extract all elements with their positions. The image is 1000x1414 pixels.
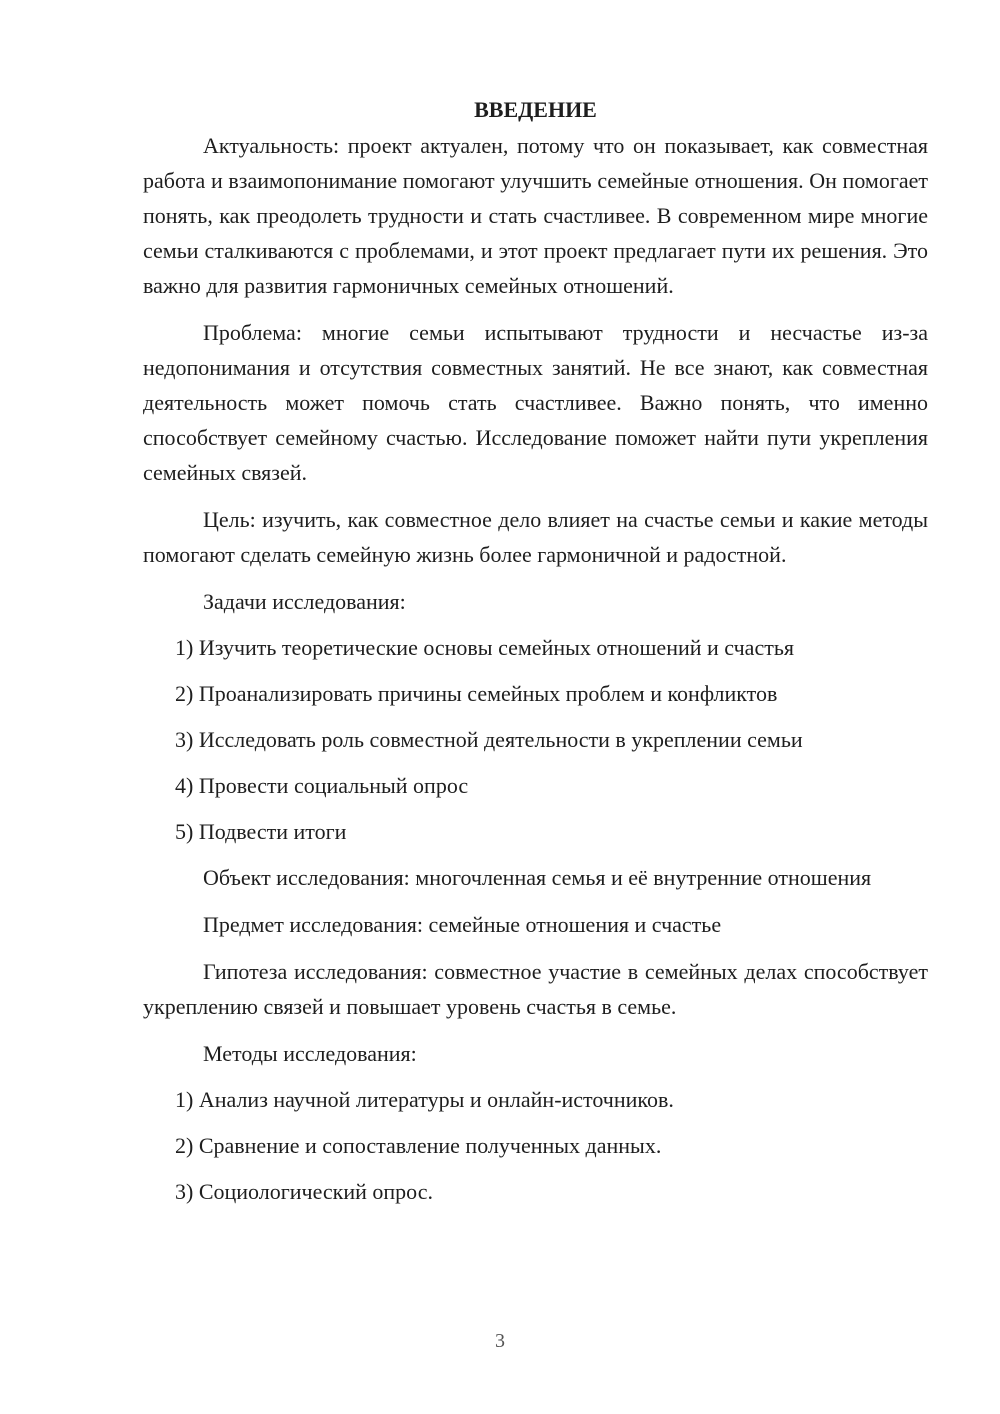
page-number: 3 [495,1330,505,1352]
subject-paragraph: Предмет исследования: семейные отношения и счастье [203,912,722,937]
hypothesis-paragraph: Гипотеза исследования: совместное участие в семейных делах способствует укреплению связей и повышает уровень счастья в семье. [143,959,928,1019]
task-item-3: 3) Исследовать роль совместной деятельности в укреплении семьи [175,727,803,752]
task-item-1: 1) Изучить теоретические основы семейных отношений и счастья [175,635,794,660]
methods-heading: Методы исследования: [203,1041,417,1066]
task-item-4: 4) Провести социальный опрос [175,773,469,798]
object-paragraph: Объект исследования: многочленная семья и её внутренние отношения [203,865,872,890]
section-title: ВВЕДЕНИЕ [474,97,597,122]
goal-paragraph: Цель: изучить, как совместное дело влияет на счастье семьи и какие методы помогают сделать семейную жизнь более гармоничной и радостной. [143,507,928,567]
document-page [143,92,928,1209]
method-item-2: 2) Сравнение и сопоставление полученных данных. [175,1133,662,1158]
task-item-5: 5) Подвести итоги [175,819,347,844]
problem-paragraph: Проблема: многие семьи испытывают трудности и несчастье из-за недопонимания и отсутствия совместных занятий. Не все знают, как совместная деятельность может помочь стать счастливее. Важно понять, что именно способствует семейному счастью. Исследование поможет найти пути укрепления семейных связей. [143,320,928,485]
method-item-3: 3) Социологический опрос. [175,1179,433,1204]
task-item-2: 2) Проанализировать причины семейных проблем и конфликтов [175,681,778,706]
method-item-1: 1) Анализ научной литературы и онлайн-источников. [175,1087,674,1112]
tasks-heading: Задачи исследования: [203,589,406,614]
relevance-paragraph: Актуальность: проект актуален, потому что он показывает, как совместная работа и взаимопонимание помогают улучшить семейные отношения. Он помогает понять, как преодолеть трудности и стать счастливее. В современном мире многие семьи сталкиваются с проблемами, и этот проект предлагает пути их решения. Это важно для развития гармоничных семейных отношений. [143,133,928,298]
